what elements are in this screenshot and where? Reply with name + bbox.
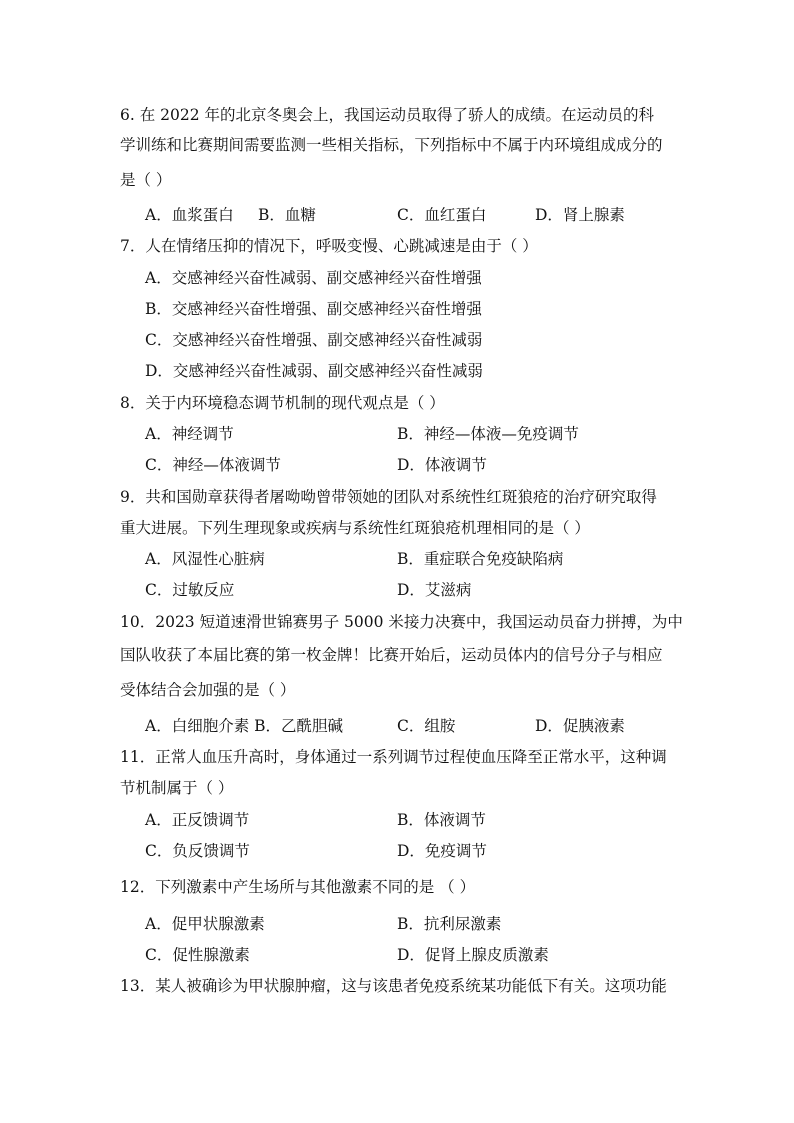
- question-11-line-2: 节机制属于（ ）: [120, 779, 234, 797]
- question-9-option-d: D．艾滋病: [397, 581, 472, 599]
- question-10-line-3: 受体结合会加强的是（ ）: [120, 681, 296, 699]
- question-8-option-c: C．神经—体液调节: [145, 456, 281, 474]
- question-6-line-3: 是（ ）: [120, 171, 172, 189]
- question-11-option-b: B．体液调节: [397, 811, 486, 829]
- question-13-line-1: 13．某人被确诊为甲状腺肿瘤，这与该患者免疫系统某功能低下有关。这项功能: [120, 977, 667, 995]
- question-7-line-1: 7．人在情绪压抑的情况下，呼吸变慢、心跳减速是由于（ ）: [120, 237, 538, 255]
- question-8-option-b: B．神经—体液—免疫调节: [397, 425, 579, 443]
- question-7-option-c: C．交感神经兴奋性增强、副交感神经兴奋性减弱: [145, 331, 483, 349]
- question-10-line-2: 国队收获了本届比赛的第一枚金牌！比赛开始后，运动员体内的信号分子与相应: [120, 646, 663, 664]
- question-8-option-a: A．神经调节: [145, 425, 234, 443]
- question-12-option-a: A．促甲状腺激素: [145, 915, 265, 933]
- question-11-option-a: A．正反馈调节: [145, 811, 250, 829]
- question-11-option-c: C．负反馈调节: [145, 842, 250, 860]
- question-11-line-1: 11．正常人血压升高时，身体通过一系列调节过程使血压降至正常水平，这种调: [120, 748, 667, 766]
- question-6-option-a: A．血浆蛋白: [145, 206, 234, 224]
- question-10-option-d: D．促胰液素: [535, 717, 625, 735]
- question-9-option-a: A．风湿性心脏病: [145, 550, 265, 568]
- question-9-option-b: B．重症联合免疫缺陷病: [397, 550, 564, 568]
- question-9-line-1: 9．共和国勋章获得者屠呦呦曾带领她的团队对系统性红斑狼疮的治疗研究取得: [120, 488, 657, 506]
- question-12-option-d: D．促肾上腺皮质激素: [397, 946, 549, 964]
- question-10-option-c: C．组胺: [397, 717, 456, 735]
- question-9-option-c: C．过敏反应: [145, 581, 235, 599]
- question-6-option-b: B．血糖: [258, 206, 316, 224]
- question-10-option-a-b: A．白细胞介素 B．乙酰胆碱: [145, 717, 344, 735]
- question-9-line-2: 重大进展。下列生理现象或疾病与系统性红斑狼疮机理相同的是（ ）: [120, 519, 590, 537]
- question-8-option-d: D．体液调节: [397, 456, 487, 474]
- question-6-option-d: D．肾上腺素: [535, 206, 625, 224]
- question-7-option-d: D．交感神经兴奋性减弱、副交感神经兴奋性减弱: [145, 362, 483, 380]
- question-12-line-1: 12．下列激素中产生场所与其他激素不同的是 （ ）: [120, 878, 476, 896]
- question-7-option-a: A．交感神经兴奋性减弱、副交感神经兴奋性增强: [145, 269, 482, 287]
- question-12-option-b: B．抗利尿激素: [397, 915, 502, 933]
- question-12-option-c: C．促性腺激素: [145, 946, 250, 964]
- question-7-option-b: B．交感神经兴奋性增强、副交感神经兴奋性增强: [145, 300, 482, 318]
- question-6-line-2: 学训练和比赛期间需要监测一些相关指标，下列指标中不属于内环境组成成分的: [120, 136, 663, 154]
- question-8-line-1: 8．关于内环境稳态调节机制的现代观点是（ ）: [120, 394, 445, 412]
- question-6-line-1: 6. 在 2022 年的北京冬奥会上，我国运动员取得了骄人的成绩。在运动员的科: [120, 106, 655, 124]
- question-6-option-c: C．血红蛋白: [397, 206, 487, 224]
- question-10-line-1: 10．2023 短道速滑世锦赛男子 5000 米接力决赛中，我国运动员奋力拼搏，为中: [120, 613, 683, 631]
- question-11-option-d: D．免疫调节: [397, 842, 487, 860]
